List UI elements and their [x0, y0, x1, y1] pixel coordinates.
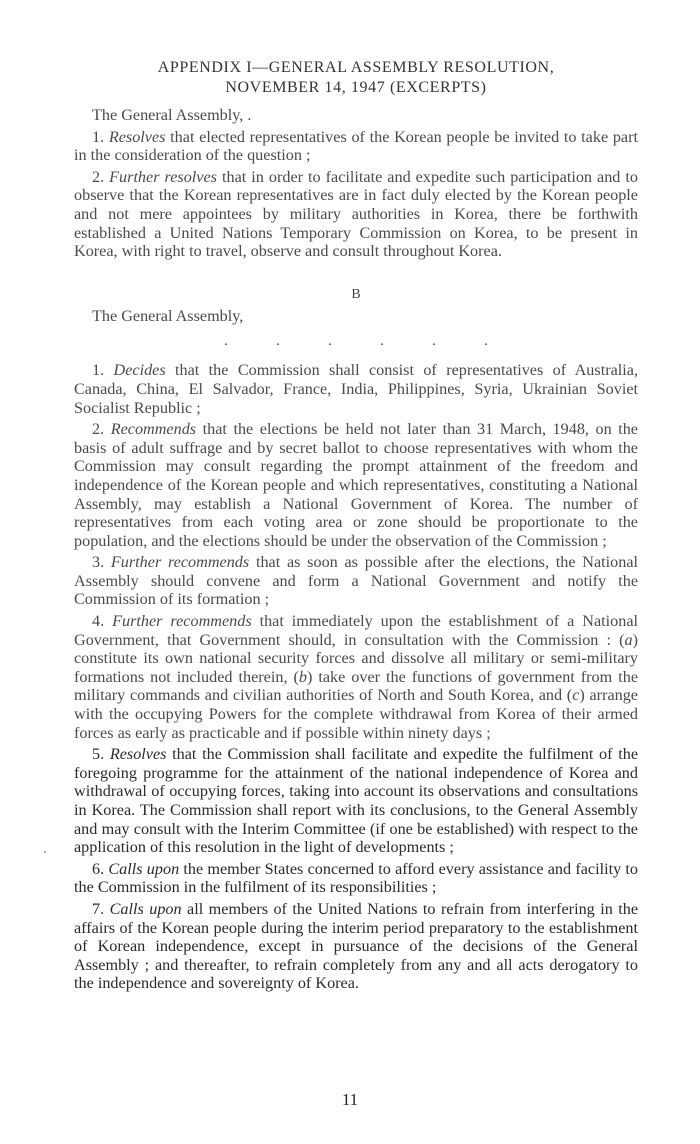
paragraph-number: 1. [92, 361, 105, 380]
operative-verb: Further recommends [110, 553, 250, 572]
ellipsis-dot: . [276, 334, 280, 350]
paragraph-text: that elected representatives of the Korean people be invited to take part in the consideration of the question ; [74, 127, 639, 165]
paragraph-text: ) take over the functions of government from the military commands and civilian authorities of North and South Korea, and ( [74, 667, 639, 705]
section-letter-b: B [351, 286, 361, 302]
part-a-paragraph-2 [74, 168, 638, 261]
paragraph-number: 1. [92, 127, 105, 146]
paragraph-text: that immediately upon the establishment of a National Government, that Government should, in consultation with the Commission : ( [74, 612, 638, 649]
ellipsis-dot: . [380, 334, 384, 350]
part-b-preamble: The General Assembly, [92, 306, 244, 325]
paragraph-text: the member States concerned to afford every assistance and facility to the Commission in the fulfilment of its responsibilities ; [74, 859, 639, 897]
paragraph-text: that as soon as possible after the elections, the National Assembly should convene and form a National Government and notify the Commission of its formation ; [74, 553, 639, 609]
paragraph-text: ) arrange with the occupying Powers for the complete withdrawal from Korea of their armed forces as early as practicable and if possible within ninety days ; [74, 686, 638, 742]
part-b-paragraph-5 [74, 745, 638, 857]
part-a-preamble-text: The General Assembly, [92, 106, 244, 124]
paragraph-text: all members of the United Nations to refrain from interfering in the affairs of the Korean people during the interim period preparatory to the establishment of Korean independence, except in pursuance of the decisions of the General Assembly ; and thereafter, to refrain completely from any and all acts derogatory to the independence and sovereignty of Korea. [74, 899, 639, 993]
operative-verb: Resolves [108, 127, 166, 146]
part-b-paragraph-2 [74, 420, 638, 550]
paragraph-number: 3. [92, 553, 105, 572]
part-a-preamble [74, 106, 638, 125]
ellipsis-dot: . [432, 334, 436, 350]
paragraph-number: 6. [92, 859, 105, 878]
part-b-paragraph-6 [74, 860, 638, 897]
part-b-paragraph-3 [74, 553, 638, 609]
heading-line-2: NOVEMBER 14, 1947 (EXCERPTS) [225, 79, 487, 96]
part-a-paragraph-1 [74, 128, 638, 165]
operative-verb: Further recommends [112, 612, 252, 631]
ellipsis-dot: . [224, 334, 228, 350]
operative-verb: Resolves [109, 745, 167, 764]
paragraph-number: 4. [92, 612, 105, 631]
scan-speck [44, 851, 46, 853]
paragraph-text: that the Commission shall facilitate and expedite the fulfilment of the foregoing programme for the attainment of the national independence of Korea and withdrawal of occupying forces, taking into account its observations and consultations in Korea. The Commission shall report with its conclusions, to the General Assembly and may consult with the Interim Committee (if one be established) with respect to the application of this resolution in the light of developments ; [74, 745, 638, 857]
paragraph-number: 7. [92, 899, 105, 918]
part-b-paragraph-1 [74, 361, 638, 417]
operative-verb: Decides [113, 361, 166, 380]
operative-verb: Calls upon [109, 899, 182, 918]
paragraph-text: ) constitute its own national security forces and dissolve all military or semi-military formations not included therein, ( [74, 630, 638, 686]
paragraph-number: 5. [92, 745, 105, 764]
list-item-letter: b [298, 667, 307, 686]
list-item-letter: a [624, 630, 633, 649]
part-a-preamble-mark: . [243, 106, 252, 124]
paragraph-number: 2. [92, 420, 105, 439]
operative-verb: Further resolves [109, 167, 217, 186]
paragraph-text: that in order to facilitate and expedite such participation and to observe that the Korean representatives are in fact duly elected by the Korean people and not mere appointees by military authorities in Korea, there be forthwith established a United Nations Temporary Commission on Korea, to be present in Korea, with right to travel, observe and consult throughout Korea. [74, 167, 639, 261]
part-b-paragraph-7 [74, 900, 638, 993]
list-item-letter: c [572, 686, 580, 705]
paragraph-text: that the Commission shall consist of representatives of Australia, Canada, China, El Salvador, France, India, Philippines, Syria, Ukrainian Soviet Socialist Republic ; [74, 361, 638, 417]
document-page [74, 58, 638, 993]
operative-verb: Calls upon [108, 859, 180, 878]
paragraph-number: 2. [92, 167, 105, 186]
ellipsis-dot: . [328, 334, 332, 350]
appendix-heading [74, 58, 638, 98]
heading-line-1: APPENDIX I—GENERAL ASSEMBLY RESOLUTION, [157, 59, 555, 76]
ellipsis-dot: . [484, 334, 488, 350]
page-number: 11 [341, 1090, 359, 1109]
operative-verb: Recommends [110, 420, 197, 439]
part-b-paragraph-4 [74, 612, 638, 742]
omission-ellipsis [74, 335, 638, 349]
paragraph-text: that the elections be held not later than 31 March, 1948, on the basis of adult suffrage and by secret ballot to choose representatives with whom the Commission may consult regarding the prompt attainment of the freedom and independence of the Korean people and which representatives, constituting a National Assembly, may establish a National Government of Korea. The number of representatives from each voting area or zone should be proportionate to the population, and the elections should be under the observation of the Commission ; [74, 420, 638, 550]
